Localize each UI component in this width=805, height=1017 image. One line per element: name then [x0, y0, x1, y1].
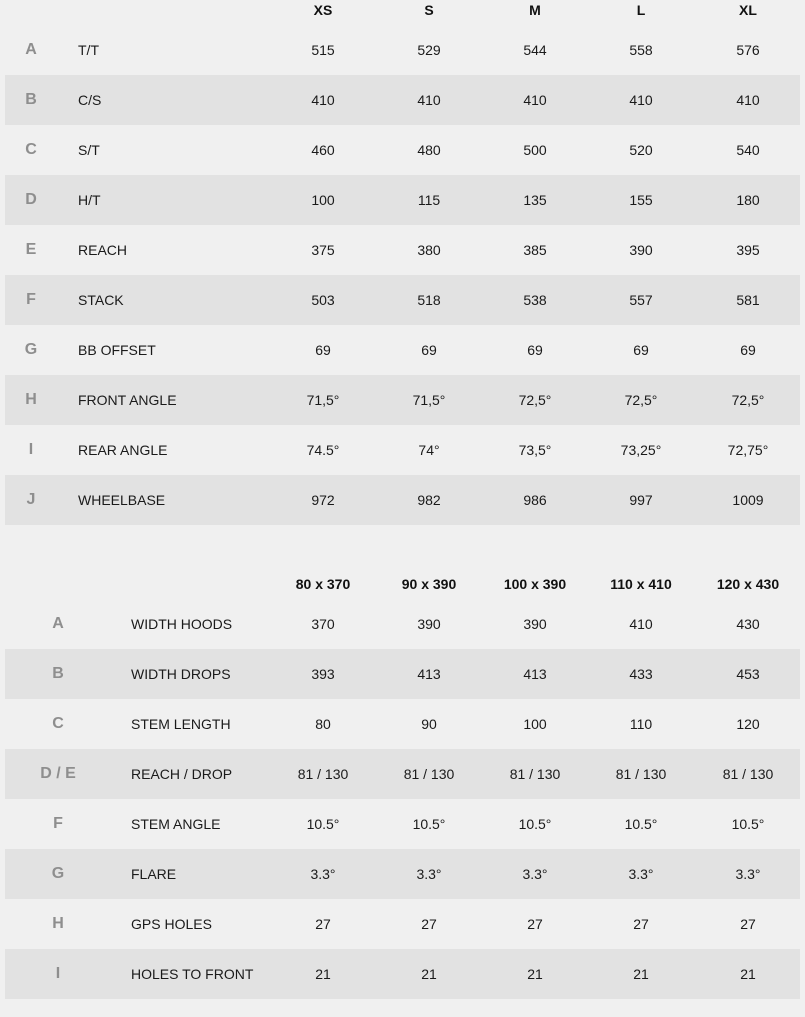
table-cell: 180 — [736, 192, 760, 208]
table-cell: 72,5° — [624, 392, 658, 408]
row-letter: I — [55, 965, 61, 982]
row-label: C/S — [78, 92, 102, 108]
row-label: BB OFFSET — [78, 342, 156, 358]
row-letter: D / E — [40, 765, 76, 782]
table-row — [5, 649, 800, 699]
table-cell: 10.5° — [518, 816, 552, 832]
row-letter: H — [25, 391, 37, 408]
row-label: STEM LENGTH — [131, 716, 231, 732]
row-label: H/T — [78, 192, 101, 208]
table-cell: 27 — [527, 916, 543, 932]
table-cell: 997 — [629, 492, 653, 508]
row-label: REAR ANGLE — [78, 442, 168, 458]
table-cell: 21 — [527, 966, 543, 982]
table-cell: 529 — [417, 42, 441, 58]
column-header: 100 x 390 — [503, 576, 567, 592]
table-cell: 72,5° — [731, 392, 765, 408]
table-cell: 500 — [523, 142, 547, 158]
table-row — [5, 225, 800, 275]
row-letter: B — [25, 91, 37, 108]
column-header-row — [5, 574, 800, 599]
table-cell: 69 — [527, 342, 543, 358]
table-cell: 370 — [311, 616, 335, 632]
table-cell: 576 — [736, 42, 760, 58]
row-letter: F — [26, 291, 36, 308]
table-cell: 27 — [315, 916, 331, 932]
table-cell: 69 — [633, 342, 649, 358]
table-cell: 74.5° — [306, 442, 340, 458]
table-cell: 90 — [421, 716, 437, 732]
table-cell: 395 — [736, 242, 760, 258]
table-cell: 10.5° — [306, 816, 340, 832]
table-cell: 3.3° — [522, 866, 548, 882]
table-row — [5, 375, 800, 425]
table-cell: 453 — [736, 666, 760, 682]
column-header: S — [424, 2, 434, 18]
table-row — [5, 25, 800, 75]
row-label: S/T — [78, 142, 100, 158]
table-cell: 27 — [633, 916, 649, 932]
table-row — [5, 949, 800, 999]
table-cell: 982 — [417, 492, 441, 508]
table-cell: 520 — [629, 142, 653, 158]
table-cell: 515 — [311, 42, 335, 58]
row-letter: G — [51, 865, 65, 882]
table-cell: 21 — [633, 966, 649, 982]
table-cell: 81 / 130 — [403, 766, 455, 782]
row-letter: H — [52, 915, 64, 932]
row-label: REACH — [78, 242, 128, 258]
table-cell: 73,5° — [518, 442, 552, 458]
row-letter: F — [53, 815, 63, 832]
row-letter: A — [25, 41, 37, 58]
table-cell: 80 — [315, 716, 331, 732]
table-cell: 410 — [629, 92, 653, 108]
table-cell: 71,5° — [306, 392, 340, 408]
table-cell: 10.5° — [624, 816, 658, 832]
table-cell: 410 — [523, 92, 547, 108]
table-row — [5, 475, 800, 525]
table-cell: 72,75° — [727, 442, 769, 458]
column-header: M — [529, 2, 541, 18]
table-cell: 69 — [740, 342, 756, 358]
table-cell: 558 — [629, 42, 653, 58]
row-label: T/T — [78, 42, 99, 58]
table-cell: 100 — [311, 192, 335, 208]
table-cell: 73,25° — [620, 442, 662, 458]
table-cell: 413 — [523, 666, 547, 682]
row-label: FRONT ANGLE — [78, 392, 177, 408]
table-cell: 538 — [523, 292, 547, 308]
row-letter: I — [28, 441, 34, 458]
table-cell: 557 — [629, 292, 653, 308]
column-header: 120 x 430 — [716, 576, 780, 592]
table-row — [5, 125, 800, 175]
table-row — [5, 799, 800, 849]
table-cell: 3.3° — [416, 866, 442, 882]
column-header: 110 x 410 — [610, 576, 672, 592]
row-label: REACH / DROP — [131, 766, 233, 782]
table-cell: 10.5° — [731, 816, 765, 832]
column-header: XL — [739, 2, 757, 18]
table-cell: 390 — [417, 616, 441, 632]
table-cell: 410 — [736, 92, 760, 108]
table-row — [5, 325, 800, 375]
table-cell: 393 — [311, 666, 335, 682]
row-letter: G — [24, 341, 38, 358]
table-cell: 3.3° — [735, 866, 761, 882]
table-cell: 21 — [315, 966, 331, 982]
table-cell: 21 — [421, 966, 437, 982]
table-cell: 430 — [736, 616, 760, 632]
table-row — [5, 75, 800, 125]
table-cell: 100 — [523, 716, 547, 732]
column-header: 90 x 390 — [401, 576, 457, 592]
table-cell: 410 — [311, 92, 335, 108]
table-cell: 81 / 130 — [722, 766, 774, 782]
table-cell: 110 — [629, 716, 653, 732]
table-cell: 410 — [417, 92, 441, 108]
row-label: STEM ANGLE — [131, 816, 221, 832]
table-cell: 380 — [417, 242, 441, 258]
row-letter: B — [52, 665, 64, 682]
table-cell: 72,5° — [518, 392, 552, 408]
table-cell: 69 — [421, 342, 437, 358]
table-row — [5, 425, 800, 475]
row-label: WHEELBASE — [78, 492, 166, 508]
table-cell: 460 — [311, 142, 335, 158]
row-letter: D — [25, 191, 37, 208]
table-cell: 69 — [315, 342, 331, 358]
table-cell: 115 — [417, 192, 441, 208]
table-cell: 503 — [311, 292, 335, 308]
row-label: WIDTH DROPS — [131, 666, 231, 682]
row-letter: E — [25, 241, 37, 258]
table-cell: 10.5° — [412, 816, 446, 832]
table-cell: 375 — [311, 242, 335, 258]
table-cell: 390 — [523, 616, 547, 632]
table-cell: 540 — [736, 142, 760, 158]
table-cell: 972 — [311, 492, 335, 508]
table-cell: 480 — [417, 142, 441, 158]
column-header: L — [636, 2, 646, 18]
row-label: GPS HOLES — [131, 916, 212, 932]
row-letter: C — [52, 715, 64, 732]
table-cell: 21 — [740, 966, 756, 982]
row-label: STACK — [78, 292, 124, 308]
table-cell: 544 — [523, 42, 547, 58]
column-header-row — [5, 0, 800, 25]
table-cell: 81 / 130 — [297, 766, 349, 782]
table-cell: 27 — [740, 916, 756, 932]
table-cell: 81 / 130 — [509, 766, 561, 782]
table-row — [5, 275, 800, 325]
table-cell: 410 — [629, 616, 653, 632]
table-row — [5, 849, 800, 899]
table-cell: 3.3° — [628, 866, 654, 882]
row-label: HOLES TO FRONT — [131, 966, 254, 982]
table-cell: 71,5° — [412, 392, 446, 408]
table-cell: 413 — [417, 666, 441, 682]
row-letter: C — [25, 141, 37, 158]
table-cell: 27 — [421, 916, 437, 932]
row-label: WIDTH HOODS — [131, 616, 233, 632]
table-cell: 81 / 130 — [615, 766, 667, 782]
table-row — [5, 175, 800, 225]
table-cell: 3.3° — [310, 866, 336, 882]
column-header: 80 x 370 — [295, 576, 351, 592]
row-letter: A — [52, 615, 64, 632]
table-row — [5, 749, 800, 799]
table-row — [5, 699, 800, 749]
table-cell: 433 — [629, 666, 653, 682]
table-cell: 390 — [629, 242, 653, 258]
table-cell: 518 — [417, 292, 441, 308]
table-cell: 120 — [736, 716, 760, 732]
frame-geometry-table — [5, 0, 800, 525]
table-cell: 385 — [523, 242, 547, 258]
row-letter: J — [26, 491, 36, 508]
table-cell: 135 — [523, 192, 547, 208]
table-cell: 581 — [736, 292, 760, 308]
table-row — [5, 899, 800, 949]
column-header: XS — [313, 2, 333, 18]
table-cell: 1009 — [732, 492, 764, 508]
cockpit-geometry-table — [5, 574, 800, 999]
table-cell: 74° — [418, 442, 440, 458]
table-cell: 155 — [629, 192, 653, 208]
row-label: FLARE — [131, 866, 177, 882]
table-cell: 986 — [523, 492, 547, 508]
table-row — [5, 599, 800, 649]
